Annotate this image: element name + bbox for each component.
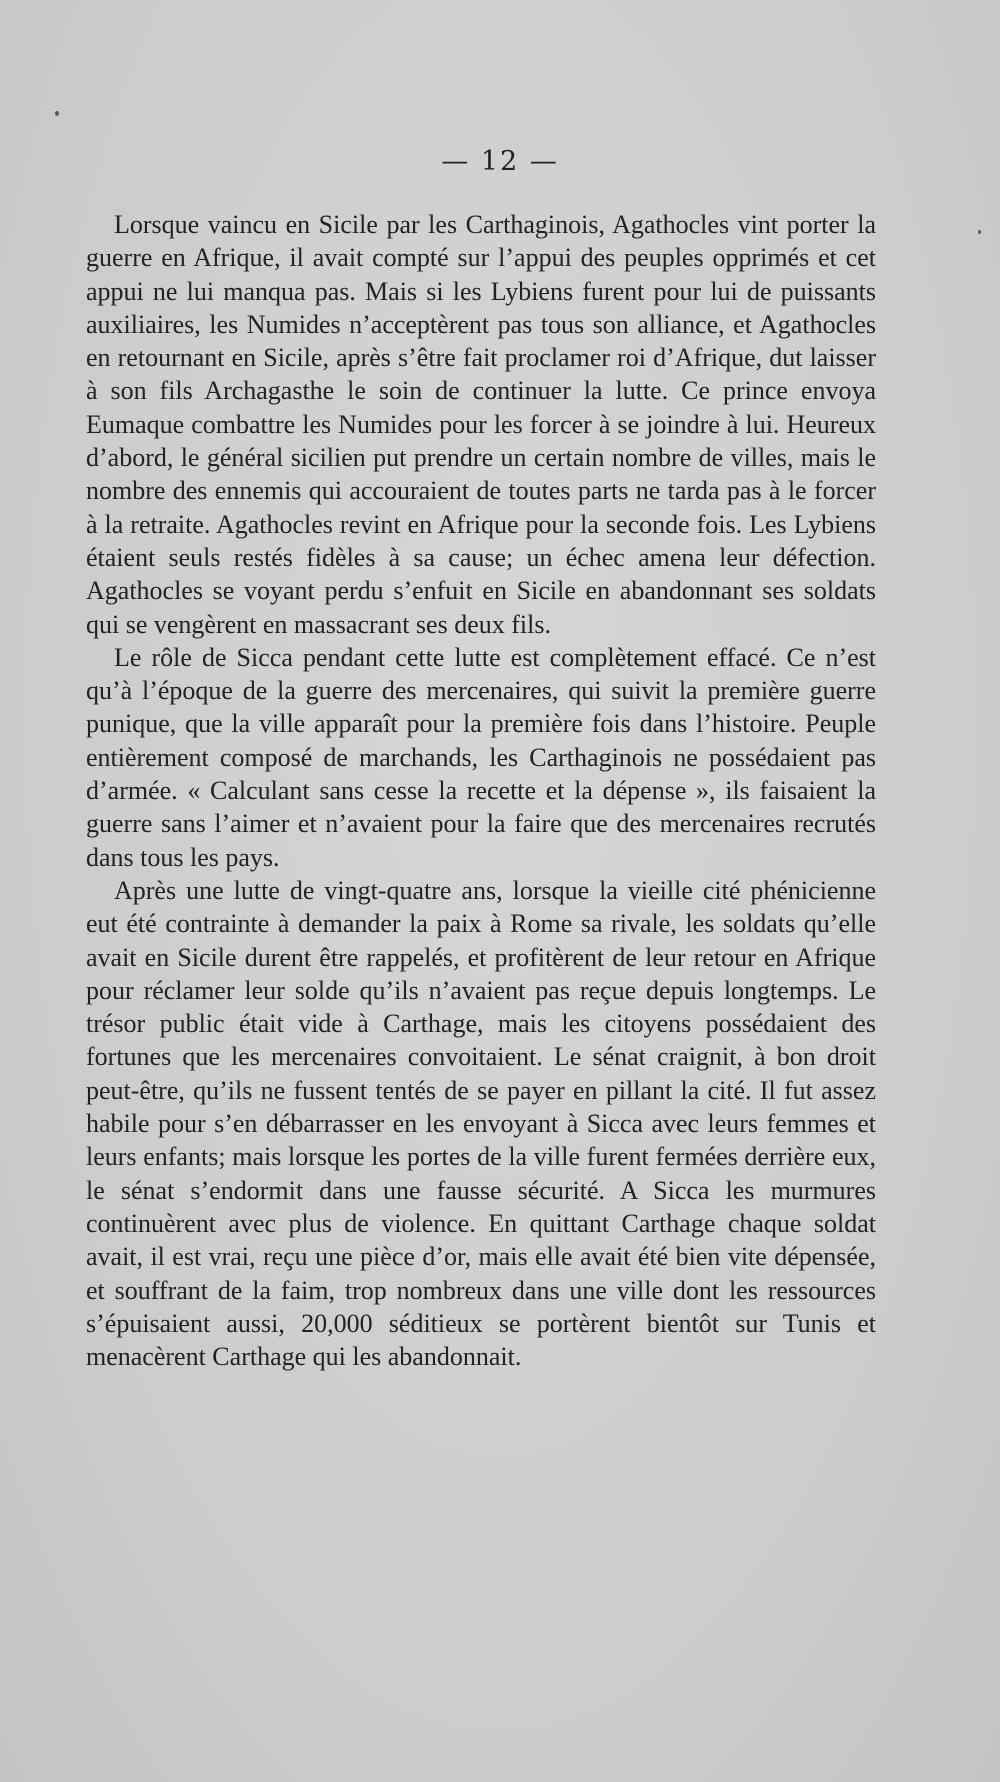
page-number: — 12 — [441,146,559,177]
paragraph-mercenaries: Après une lutte de vingt-quatre ans, lorsque la vieille cité phénicienne eut été contrainte à demander la paix à Rome sa rivale, les soldats qu’elle avait en Sicile durent être rappelés, et profitèrent de leur retour en Afrique pour réclamer leur solde qu’ils n’avaient pas reçue depuis longtemps. Le trésor public était vide à Carthage, mais les citoyens possédaient des fortunes que les mercenaires convoitaient. Le sénat craignit, à bon droit peut-être, qu’ils ne fussent tentés de se payer en pillant la cité. Il fut assez habile pour s’en débarrasser en les envoyant à Sicca avec leurs femmes et leurs enfants; mais lorsque les portes de la ville furent fermées derrière eux, le sénat s’endormit dans une fausse sécurité. A Sicca les murmures continuèrent avec plus de violence. En quittant Carthage chaque soldat avait, il est vrai, reçu une pièce d’or, mais elle avait été bien vite dépensée, et souffrant de la faim, trop nombreux dans une ville dont les ressources s’épuisaient aussi, 20,000 séditieux se portèrent bientôt sur Tunis et menacèrent Carthage qui les abandonnait. [86,875,876,1372]
ink-speck [978,230,981,234]
body-text [86,208,876,1373]
paragraph-agathocles: Lorsque vaincu en Sicile par les Carthaginois, Agathocles vint porter la guerre en Afrique, il avait compté sur l’appui des peuples opprimés et cet appui ne lui manqua pas. Mais si les Lybiens furent pour lui de puissants auxiliaires, les Numides n’acceptèrent pas tous son alliance, et Agathocles en retournant en Sicile, après s’être fait proclamer roi d’Afrique, dut laisser à son fils Archagasthe le soin de continuer la lutte. Ce prince envoya Eumaque combattre les Numides pour les forcer à se joindre à lui. Heureux d’abord, le général sicilien put prendre un certain nombre de villes, mais le nombre des ennemis qui accouraient de toutes parts ne tarda pas à le forcer à la retraite. Agathocles revint en Afrique pour la seconde fois. Les Lybiens étaient seuls restés fidèles à sa cause; un échec amena leur défection. Agathocles se voyant perdu s’enfuit en Sicile en abandonnant ses soldats qui se vengèrent en massacrant ses deux fils. [86,210,876,639]
paragraph-sicca-role: Le rôle de Sicca pendant cette lutte est complètement effacé. Ce n’est qu’à l’époque de la guerre des mercenaires, qui suivit la première guerre punique, que la ville apparaît pour la première fois dans l’histoire. Peuple entièrement composé de marchands, les Carthaginois ne possédaient pas d’armée. « Calculant sans cesse la recette et la dépense », ils faisaient la guerre sans l’aimer et n’avaient pour la faire que des mercenaires recrutés dans tous les pays. [86,642,876,872]
ink-speck [55,111,59,116]
